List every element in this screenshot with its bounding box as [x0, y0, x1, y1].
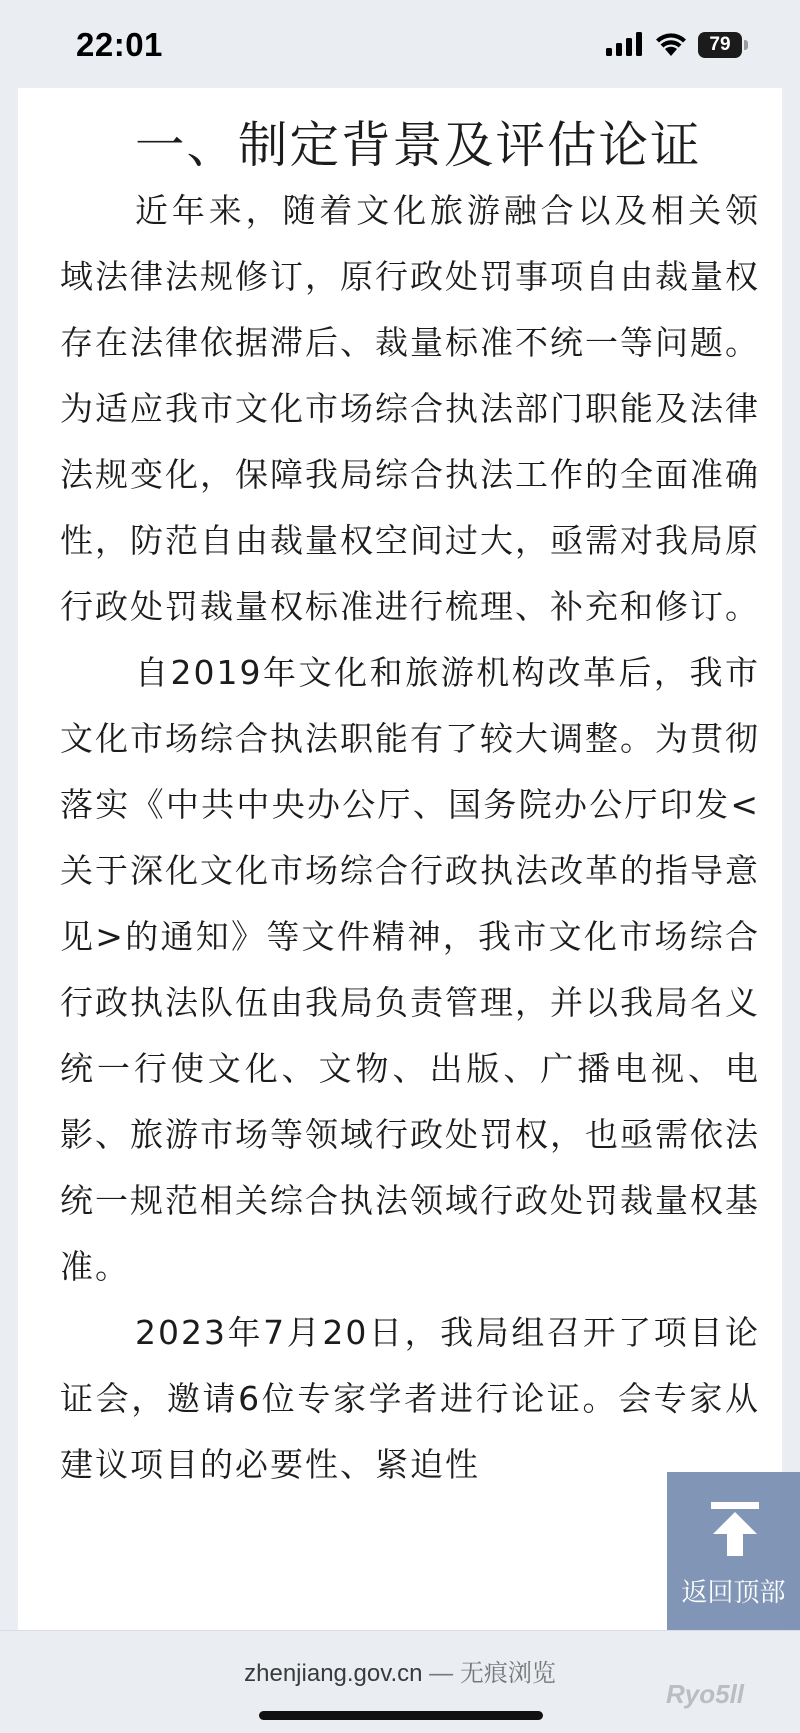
- article-body: [60, 112, 760, 1498]
- section-heading: 一、制定背景及评估论证: [135, 116, 702, 174]
- status-time: 22:01: [76, 26, 163, 63]
- wifi-icon: [655, 30, 687, 56]
- back-to-top-button[interactable]: [667, 1472, 800, 1630]
- arrow-up-icon: [711, 1502, 759, 1556]
- paragraph-evaluation: 2023年7月20日，我局组召开了项目论证会，邀请6位专家学者进行论证。会专家从建议项目的必要性、紧迫性: [60, 1313, 760, 1484]
- url-separator: —: [429, 1660, 454, 1687]
- private-mode-label: 无痕浏览: [459, 1659, 556, 1687]
- browser-bottom-bar: [0, 1630, 800, 1733]
- paragraph-reform: 自2019年文化和旅游机构改革后，我市文化市场综合执法职能有了较大调整。为贯彻落实《中共中央办公厅、国务院办公厅印发<关于深化文化市场综合行政执法改革的指导意见>的通知》等文件精神，我市文化市场综合行政执法队伍由我局负责管理，并以我局名义统一行使文化、文物、出版、广播电视、电影、旅游市场等领域行政处罚权，也亟需依法统一规范相关综合执法领域行政处罚裁量权基准。: [60, 653, 760, 1286]
- battery-tip: [744, 40, 748, 50]
- url-text: zhenjiang.gov.cn: [244, 1660, 423, 1687]
- battery-icon: [698, 32, 748, 58]
- home-indicator[interactable]: [259, 1711, 543, 1720]
- watermark: Ryo5ll: [666, 1679, 745, 1709]
- back-to-top-label: 返回顶部: [681, 1578, 786, 1608]
- article-page: [18, 88, 782, 1630]
- status-bar: [0, 0, 800, 88]
- cellular-signal-icon: [606, 32, 642, 56]
- paragraph-background: 近年来，随着文化旅游融合以及相关领域法律法规修订，原行政处罚事项自由裁量权存在法律依据滞后、裁量标准不统一等问题。为适应我市文化市场综合执法部门职能及法律法规变化，保障我局综合执法工作的全面准确性，防范自由裁量权空间过大，亟需对我局原行政处罚裁量权标准进行梳理、补充和修订。: [60, 191, 760, 626]
- battery-level: 79: [698, 32, 742, 58]
